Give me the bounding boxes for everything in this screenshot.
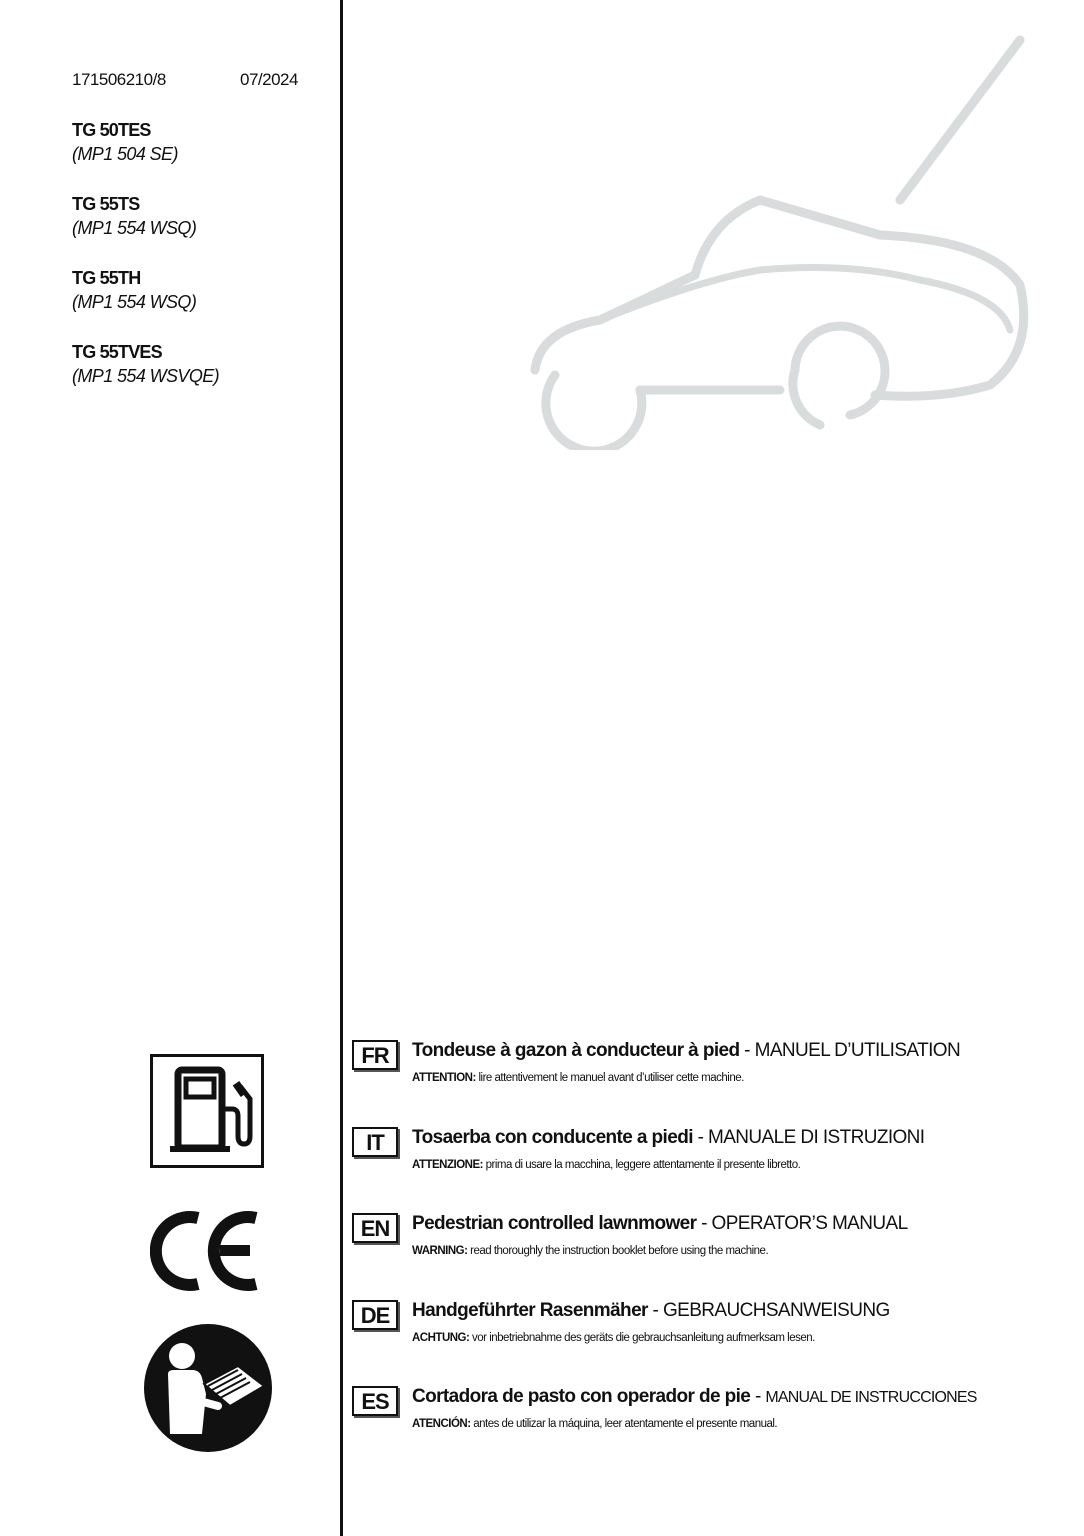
language-warning bbox=[412, 1072, 744, 1084]
warning-text: read thoroughly the instruction booklet before using the machine. bbox=[470, 1245, 769, 1257]
language-warning bbox=[412, 1332, 815, 1344]
model-name: TG 55TH bbox=[72, 268, 141, 288]
language-warning bbox=[412, 1245, 768, 1257]
ce-mark-icon bbox=[150, 1210, 262, 1292]
document-date: 07/2024 bbox=[240, 70, 298, 89]
model-entry bbox=[72, 340, 219, 388]
language-warning bbox=[412, 1418, 777, 1430]
read-manual-icon bbox=[142, 1322, 274, 1454]
warning-label: ATTENZIONE: bbox=[412, 1159, 483, 1171]
manual-type: GEBRAUCHSANWEISUNG bbox=[662, 1300, 890, 1321]
model-name: TG 50TES bbox=[72, 120, 151, 140]
manual-type: MANUAL DE INSTRUCCIONES bbox=[765, 1389, 977, 1406]
manual-type: MANUALE DI ISTRUZIONI bbox=[708, 1127, 925, 1148]
model-code: (MP1 554 WSQ) bbox=[72, 218, 197, 238]
product-name: Tosaerba con conducente a piedi bbox=[412, 1127, 693, 1148]
model-entry bbox=[72, 266, 196, 314]
language-title: Tondeuse à gazon à conducteur à pied - MANUEL D’UTILISATION bbox=[412, 1040, 961, 1061]
warning-label: WARNING: bbox=[412, 1245, 468, 1257]
product-name: Handgeführter Rasenmäher bbox=[412, 1300, 648, 1321]
fuel-pump-icon bbox=[150, 1054, 264, 1168]
model-name: TG 55TS bbox=[72, 194, 140, 214]
warning-label: ATTENTION: bbox=[412, 1072, 476, 1084]
warning-label: ACHTUNG: bbox=[412, 1332, 470, 1344]
language-code: DE bbox=[352, 1300, 398, 1330]
language-title: Cortadora de pasto con operador de pie - MANUAL DE INSTRUCCIONES bbox=[412, 1386, 977, 1407]
model-entry bbox=[72, 118, 178, 166]
manual-type: MANUEL D’UTILISATION bbox=[754, 1040, 961, 1061]
model-code: (MP1 504 SE) bbox=[72, 144, 178, 164]
lawnmower-illustration bbox=[520, 30, 1060, 450]
language-code: EN bbox=[352, 1213, 398, 1243]
warning-label: ATENCIÓN: bbox=[412, 1418, 471, 1430]
language-code: ES bbox=[352, 1386, 398, 1416]
model-code: (MP1 554 WSVQE) bbox=[72, 366, 220, 386]
language-warning bbox=[412, 1159, 800, 1171]
product-name: Pedestrian controlled lawnmower bbox=[412, 1213, 697, 1234]
vertical-divider bbox=[340, 0, 343, 1536]
language-title: Tosaerba con conducente a piedi - MANUALE DI ISTRUZIONI bbox=[412, 1127, 925, 1148]
warning-text: antes de utilizar la máquina, leer atentamente el presente manual. bbox=[473, 1418, 778, 1430]
warning-text: lire attentivement le manuel avant d’utiliser cette machine. bbox=[478, 1072, 744, 1084]
product-name: Tondeuse à gazon à conducteur à pied bbox=[412, 1040, 740, 1061]
manual-type: OPERATOR’S MANUAL bbox=[711, 1213, 908, 1234]
language-title: Handgeführter Rasenmäher - GEBRAUCHSANWEISUNG bbox=[412, 1300, 890, 1321]
language-title: Pedestrian controlled lawnmower - OPERATOR’S MANUAL bbox=[412, 1213, 908, 1234]
document-code: 171506210/8 bbox=[72, 70, 166, 89]
warning-text: prima di usare la macchina, leggere attentamente il presente libretto. bbox=[485, 1159, 801, 1171]
product-name: Cortadora de pasto con operador de pie bbox=[412, 1386, 751, 1407]
warning-text: vor inbetriebnahme des geräts die gebrauchsanleitung aufmerksam lesen. bbox=[472, 1332, 815, 1344]
model-code: (MP1 554 WSQ) bbox=[72, 292, 197, 312]
model-entry bbox=[72, 192, 196, 240]
language-code: FR bbox=[352, 1040, 398, 1070]
language-code: IT bbox=[352, 1127, 398, 1157]
model-name: TG 55TVES bbox=[72, 342, 162, 362]
